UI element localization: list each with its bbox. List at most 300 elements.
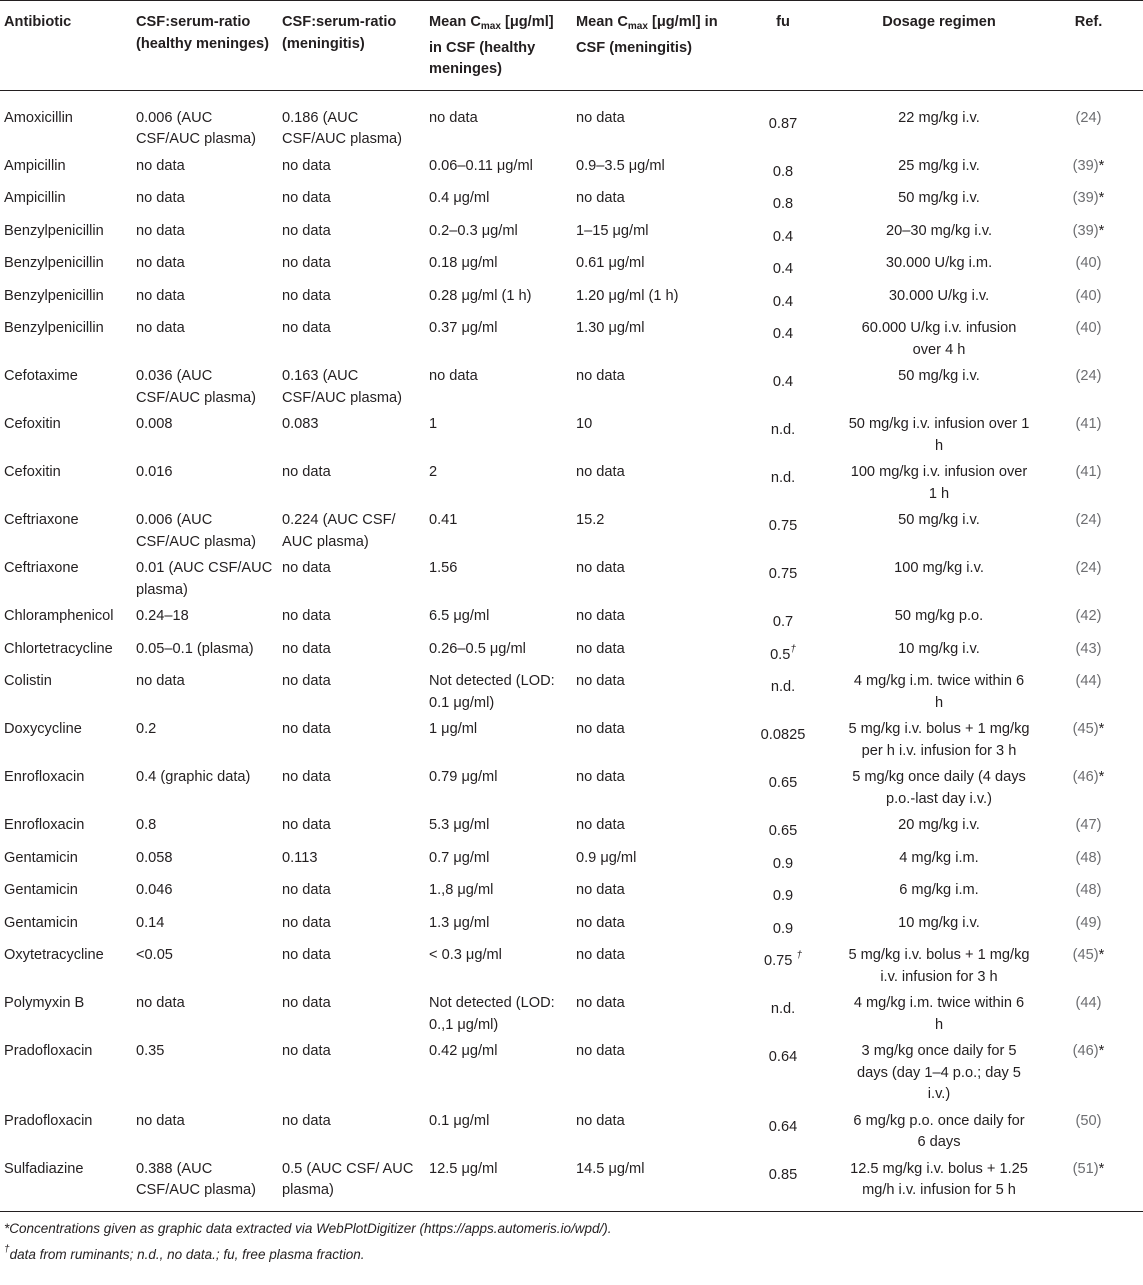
cell-csf-healthy: no data [136,320,185,336]
cell-cmax-meningitis: no data [576,640,625,657]
cell-fu [722,366,844,414]
cell-ref [1034,558,1143,606]
cell-fu [722,221,844,254]
cell-antibiotic: Cefotaxime [4,368,78,384]
cell-csf-healthy: 0.388 (AUC CSF/AUC plasma) [132,1159,278,1212]
reference-link[interactable]: (48) [1075,882,1102,898]
header-cmax-healthy-a: Mean C [429,14,481,30]
cell-ref [1034,188,1143,221]
cell-cmax-healthy: 0.06–0.11 μg/ml [429,157,533,174]
cell-csf-healthy: 0.05–0.1 (plasma) [136,640,254,657]
fu-value: 0.65 [768,775,798,791]
reference-link[interactable]: (43) [1075,640,1102,657]
cell-csf-healthy: 0.008 [136,416,173,432]
cell-cmax-healthy: no data [429,109,478,126]
fu-value: 0.87 [768,115,798,132]
cell-cmax-healthy: 1 μg/ml [429,721,478,737]
cell-fu [722,1159,844,1212]
cell-ref [1034,671,1143,719]
cell-csf-meningitis: no data [282,157,331,174]
cell-cmax-healthy: 0.7 μg/ml [429,849,490,866]
cell-cmax-meningitis: no data [576,914,625,931]
footnote-abbreviations-text: data from ruminants; n.d., no data.; fu, free plasma fraction. [9,1246,365,1262]
header-cmax-healthy [425,1,572,91]
table-row [0,1159,1143,1212]
cell-dosage: 5 mg/kg i.v. bolus + 1 mg/kg i.v. infusion for 3 h [848,947,1030,985]
cell-antibiotic: Chlortetracycline [4,640,113,657]
reference-star-mark: * [1098,769,1105,785]
cell-cmax-healthy: 5.3 μg/ml [429,817,490,833]
cell-cmax-healthy: 1.3 μg/ml [429,914,490,931]
fu-value: 0.4 [772,326,794,342]
cell-dosage: 6 mg/kg i.m. [899,882,979,898]
cell-antibiotic: Benzylpenicillin [4,255,104,271]
cell-antibiotic: Oxytetracycline [4,947,104,963]
table-row [0,945,1143,993]
cell-csf-healthy: 0.016 [136,464,173,480]
fu-value: 0.9 [772,888,794,904]
cell-csf-healthy: no data [136,255,185,271]
table-row [0,671,1143,719]
cell-cmax-meningitis: no data [576,190,625,206]
cell-cmax-meningitis: no data [576,673,625,689]
cell-cmax-meningitis: no data [576,995,625,1011]
cell-csf-healthy: 0.35 [136,1043,165,1059]
fu-value: 0.7 [772,614,794,630]
cell-antibiotic: Cefoxitin [4,416,61,432]
cell-ref [1034,366,1143,414]
cell-csf-healthy: 0.8 [136,817,157,833]
cell-ref [1034,848,1143,881]
cell-csf-healthy: no data [136,287,185,304]
cell-csf-meningitis: 0.083 [282,416,319,432]
reference-link[interactable]: (45) [1072,947,1099,963]
cell-csf-healthy: no data [136,222,185,239]
cell-ref [1034,639,1143,672]
cell-cmax-healthy: 1.,8 μg/ml [429,882,494,898]
fu-value: 0.4 [772,293,794,310]
footnotes [0,1218,1143,1265]
cell-fu [722,188,844,221]
cell-csf-meningitis: no data [282,995,331,1011]
fu-value: 0.65 [768,823,798,839]
cell-csf-healthy: 0.2 [136,721,157,737]
reference-link[interactable]: (46) [1072,1043,1099,1059]
table-row [0,767,1143,815]
cell-csf-meningitis: no data [282,817,331,833]
cell-cmax-meningitis: no data [576,368,625,384]
cell-antibiotic: Gentamicin [4,849,78,866]
cell-cmax-healthy: Not detected (LOD: 0.,1 μg/ml) [429,995,555,1033]
cell-dosage: 10 mg/kg i.v. [898,640,980,657]
cell-antibiotic: Benzylpenicillin [4,222,104,239]
table-row [0,1041,1143,1111]
table-row [0,156,1143,189]
cell-antibiotic: Colistin [4,673,52,689]
cell-dosage: 50 mg/kg i.v. [898,512,980,528]
table-row [0,848,1143,881]
header-cmax-meningitis-sub: max [627,21,648,32]
cell-csf-healthy: 0.036 (AUC CSF/AUC plasma) [136,368,257,406]
cell-csf-meningitis: no data [282,287,331,304]
table-row [0,815,1143,848]
cell-dosage: 4 mg/kg i.m. [899,849,979,866]
fu-value: 0.64 [768,1118,798,1135]
cell-fu [722,1041,844,1111]
cell-csf-meningitis: no data [282,464,331,480]
reference-link[interactable]: (47) [1075,817,1102,833]
reference-link[interactable]: (40) [1075,255,1102,271]
cell-ref [1034,945,1143,993]
reference-link[interactable]: (24) [1075,368,1102,384]
cell-csf-healthy: no data [136,190,185,206]
cell-dosage: 20–30 mg/kg i.v. [886,222,992,239]
fu-value: 0.75 [763,953,797,969]
table-row [0,318,1143,366]
cell-cmax-meningitis: 14.5 μg/ml [572,1159,722,1212]
cell-fu [722,993,844,1041]
fu-value: 0.8 [772,196,794,212]
cell-csf-healthy: 0.006 (AUC CSF/AUC plasma) [136,109,257,147]
cell-csf-healthy: 0.14 [136,914,165,931]
cell-ref [1034,253,1143,286]
cell-cmax-healthy: 0.37 μg/ml [429,320,498,336]
cell-cmax-meningitis: no data [576,1043,625,1059]
cell-fu [722,639,844,672]
reference-star-mark: * [1098,1043,1105,1059]
table-row [0,253,1143,286]
cell-dosage: 30.000 U/kg i.v. [888,287,990,304]
cell-cmax-meningitis: no data [576,1112,625,1129]
cell-cmax-healthy: 12.5 μg/ml [425,1159,572,1212]
header-dosage: Dosage regimen [844,1,1034,91]
reference-link[interactable]: (39) [1072,222,1099,239]
cell-antibiotic: Gentamicin [4,914,78,931]
cell-cmax-healthy: Not detected (LOD: 0.1 μg/ml) [429,673,555,711]
table-row [0,639,1143,672]
reference-link[interactable]: (48) [1075,849,1102,866]
cell-cmax-healthy: 0.26–0.5 μg/ml [429,640,526,657]
cell-dosage: 6 mg/kg p.o. once daily for 6 days [853,1112,1025,1150]
cell-fu [722,671,844,719]
cell-csf-healthy: 0.058 [136,849,173,866]
cell-antibiotic: Enrofloxacin [4,817,85,833]
cell-csf-meningitis: 0.224 (AUC CSF/ AUC plasma) [282,512,396,550]
cell-csf-healthy: 0.4 (graphic data) [136,769,251,785]
cell-csf-healthy: no data [136,157,185,174]
cell-csf-meningitis: no data [282,769,331,785]
reference-link[interactable]: (39) [1072,190,1099,206]
cell-ref [1034,90,1143,156]
cell-ref [1034,880,1143,913]
cell-fu [722,253,844,286]
cell-fu [722,1111,844,1159]
dagger-mark: † [4,1243,10,1255]
cell-csf-healthy: 0.24–18 [136,608,189,624]
cell-ref [1034,1111,1143,1159]
reference-link[interactable]: (39) [1072,157,1099,174]
cell-cmax-meningitis: 1–15 μg/ml [576,222,649,239]
cell-dosage: 50 mg/kg i.v. [898,368,980,384]
cell-antibiotic: Doxycycline [4,721,82,737]
table-row [0,510,1143,558]
cell-antibiotic: Ampicillin [4,157,66,174]
fu-value: 0.4 [772,261,794,277]
footnote-abbreviations [4,1239,1143,1265]
cell-cmax-meningitis: no data [576,817,625,833]
cell-dosage: 50 mg/kg p.o. [894,608,984,624]
cell-ref [1034,719,1143,767]
reference-link[interactable]: (46) [1072,769,1099,785]
cell-fu [722,719,844,767]
cell-csf-meningitis: no data [282,721,331,737]
reference-link[interactable]: (41) [1075,416,1102,432]
cell-cmax-healthy: < 0.3 μg/ml [429,947,502,963]
cell-antibiotic: Enrofloxacin [4,769,85,785]
cell-csf-meningitis: no data [282,882,331,898]
table-row [0,719,1143,767]
cell-antibiotic: Pradofloxacin [4,1043,93,1059]
fu-value: 0.4 [772,374,794,390]
cell-dosage: 4 mg/kg i.m. twice within 6 h [853,995,1025,1033]
cell-ref [1034,606,1143,639]
cell-antibiotic: Ceftriaxone [4,512,79,528]
cell-cmax-meningitis: no data [576,109,625,126]
cell-cmax-meningitis: 10 [576,416,593,432]
fu-value: 0.0825 [760,727,806,743]
cell-csf-healthy: no data [136,1112,185,1129]
cell-cmax-meningitis: 0.9 μg/ml [576,849,637,866]
header-cmax-meningitis-b: [μg/ml] in CSF (meningitis) [576,14,718,56]
cell-csf-meningitis: 0.113 [282,849,318,866]
cell-cmax-healthy: 0.42 μg/ml [429,1043,498,1059]
cell-fu [722,558,844,606]
table-row [0,993,1143,1041]
cell-csf-healthy: <0.05 [136,947,173,963]
cell-cmax-meningitis: 0.9–3.5 μg/ml [576,157,665,174]
cell-cmax-meningitis: no data [576,769,625,785]
reference-link[interactable]: (42) [1075,608,1102,624]
cell-fu [722,510,844,558]
cell-ref [1034,221,1143,254]
reference-link[interactable]: (24) [1075,560,1102,576]
cell-ref [1034,815,1143,848]
reference-link[interactable]: (45) [1072,721,1099,737]
cell-cmax-healthy: 1.56 [429,560,458,576]
cell-fu [722,913,844,946]
table-row [0,414,1143,462]
cell-cmax-healthy: 0.18 μg/ml [429,255,498,271]
cell-csf-healthy: no data [136,673,185,689]
reference-link[interactable]: (24) [1075,512,1102,528]
cell-csf-meningitis: no data [282,608,331,624]
cell-csf-meningitis: no data [282,255,331,271]
cell-fu [722,767,844,815]
cell-dosage: 5 mg/kg once daily (4 days p.o.-last day i.v.) [852,769,1026,807]
header-row [0,1,1143,91]
cell-ref [1034,913,1143,946]
fu-value: n.d. [770,422,796,438]
cell-antibiotic: Ceftriaxone [4,560,79,576]
cell-csf-meningitis: no data [282,222,331,239]
cell-csf-meningitis: 0.186 (AUC CSF/AUC plasma) [282,109,403,147]
fu-value: 0.85 [768,1166,798,1183]
cell-antibiotic: Benzylpenicillin [4,287,104,304]
cell-cmax-meningitis: 1.30 μg/ml [576,320,645,336]
table-row [0,286,1143,319]
cell-dosage: 4 mg/kg i.m. twice within 6 h [853,673,1025,711]
cell-dosage: 25 mg/kg i.v. [898,157,980,174]
reference-star-mark: * [1098,190,1105,206]
reference-link[interactable]: (50) [1075,1112,1102,1129]
header-cmax-healthy-b: [μg/ml] in CSF (healthy meninges) [429,14,554,77]
cell-fu [722,848,844,881]
header-fu: fu [722,1,844,91]
cell-csf-meningitis: no data [282,320,331,336]
cell-fu [722,462,844,510]
reference-star-mark: * [1098,721,1105,737]
cell-antibiotic: Benzylpenicillin [4,320,104,336]
cell-fu [722,156,844,189]
reference-star-mark: * [1098,157,1105,174]
cell-dosage: 3 mg/kg once daily for 5 days (day 1–4 p.o.; day 5 i.v.) [857,1043,1021,1102]
cell-cmax-healthy: 0.41 [429,512,458,528]
cell-cmax-healthy: 1 [429,416,438,432]
fu-value: n.d. [770,679,796,695]
cell-cmax-meningitis: no data [576,882,625,898]
reference-link[interactable]: (49) [1075,914,1102,931]
reference-link[interactable]: (44) [1075,673,1102,689]
cell-fu [722,286,844,319]
cell-cmax-healthy: 0.79 μg/ml [429,769,498,785]
fu-value: 0.8 [772,163,794,180]
fu-value: 0.9 [772,920,794,937]
cell-csf-meningitis: 0.163 (AUC CSF/AUC plasma) [282,368,403,406]
header-csf-meningitis: CSF:serum-ratio (meningitis) [278,1,425,91]
cell-ref [1034,414,1143,462]
cell-fu [722,945,844,993]
cell-dosage: 5 mg/kg i.v. bolus + 1 mg/kg per h i.v. infusion for 3 h [848,721,1030,759]
cell-cmax-healthy: 6.5 μg/ml [429,608,490,624]
cell-csf-healthy: no data [136,995,185,1011]
cell-cmax-meningitis: 0.61 μg/ml [576,255,645,271]
fu-value: n.d. [770,1001,796,1017]
table-row [0,558,1143,606]
footnote-concentrations: *Concentrations given as graphic data extracted via WebPlotDigitizer (https://apps.automeris.io/wpd/). [4,1220,612,1236]
cell-cmax-healthy: 0.2–0.3 μg/ml [429,222,518,239]
header-csf-healthy: CSF:serum-ratio (healthy meninges) [132,1,278,91]
reference-link[interactable]: (41) [1075,464,1102,480]
fu-value: 0.75 [768,566,798,582]
cell-fu [722,606,844,639]
reference-link[interactable]: (24) [1075,109,1102,126]
cell-csf-meningitis: no data [282,1112,331,1129]
cell-cmax-meningitis: 15.2 [576,512,605,528]
table-row [0,462,1143,510]
cell-ref [1034,993,1143,1041]
fu-value: 0.4 [772,228,794,245]
cell-csf-meningitis: no data [282,1043,331,1059]
table-body [0,90,1143,1211]
cell-ref [1034,286,1143,319]
table-row [0,913,1143,946]
cell-dosage: 30.000 U/kg i.m. [885,255,993,271]
cell-antibiotic: Sulfadiazine [0,1159,132,1212]
cell-csf-healthy: 0.01 (AUC CSF/AUC plasma) [136,560,273,598]
reference-link[interactable]: (44) [1075,995,1102,1011]
table-row [0,188,1143,221]
reference-link[interactable]: (40) [1075,287,1102,304]
cell-antibiotic: Pradofloxacin [4,1112,93,1129]
cell-cmax-healthy: no data [429,368,478,384]
fu-dagger-mark: † [796,950,803,961]
cell-antibiotic: Gentamicin [4,882,78,898]
cell-ref [1034,156,1143,189]
cell-cmax-healthy: 0.4 μg/ml [429,190,490,206]
reference-star-mark: * [1098,947,1105,963]
reference-star-mark: * [1098,1160,1105,1177]
cell-cmax-meningitis: no data [576,947,625,963]
cell-csf-healthy: 0.006 (AUC CSF/AUC plasma) [136,512,257,550]
cell-cmax-meningitis: no data [576,464,625,480]
reference-link[interactable]: (51) [1072,1160,1099,1177]
cell-ref [1034,510,1143,558]
cell-dosage: 100 mg/kg i.v. [894,560,984,576]
cell-csf-healthy: 0.046 [136,882,173,898]
fu-value: 0.64 [768,1049,798,1065]
table-row [0,880,1143,913]
cell-csf-meningitis: no data [282,947,331,963]
fu-dagger-mark: † [790,643,796,655]
cell-antibiotic: Chloramphenicol [4,608,114,624]
cell-fu [722,90,844,156]
cell-antibiotic: Polymyxin B [4,995,85,1011]
cell-cmax-healthy: 2 [429,464,438,480]
header-cmax-meningitis-a: Mean C [576,14,628,30]
cell-cmax-meningitis: no data [576,608,625,624]
cell-cmax-healthy: 0.28 μg/ml (1 h) [429,287,532,304]
cell-ref [1034,318,1143,366]
table-row [0,366,1143,414]
cell-dosage: 100 mg/kg i.v. infusion over 1 h [850,464,1028,502]
reference-link[interactable]: (40) [1075,320,1102,336]
table-row [0,1111,1143,1159]
cell-dosage: 22 mg/kg i.v. [898,109,980,126]
cell-antibiotic: Ampicillin [4,190,66,206]
fu-value: n.d. [770,470,796,486]
cell-antibiotic: Cefoxitin [4,464,61,480]
cell-fu [722,414,844,462]
cell-fu [722,880,844,913]
cell-dosage: 60.000 U/kg i.v. infusion over 4 h [861,320,1017,358]
cell-dosage: 50 mg/kg i.v. infusion over 1 h [848,416,1030,454]
table-row [0,606,1143,639]
reference-star-mark: * [1098,222,1105,239]
fu-value: 0.75 [768,518,798,534]
table-row [0,221,1143,254]
cell-fu [722,318,844,366]
cell-cmax-meningitis: 1.20 μg/ml (1 h) [576,287,679,304]
cell-cmax-healthy: 0.1 μg/ml [429,1112,490,1129]
cell-dosage: 20 mg/kg i.v. [898,817,980,833]
cell-dosage: 10 mg/kg i.v. [898,914,980,931]
table-row [0,90,1143,156]
cell-ref [1034,462,1143,510]
cell-csf-meningitis: no data [282,190,331,206]
header-ref: Ref. [1034,1,1143,91]
cell-dosage: 12.5 mg/kg i.v. bolus + 1.25 mg/h i.v. infusion for 5 h [844,1159,1034,1212]
header-cmax-meningitis [572,1,722,91]
